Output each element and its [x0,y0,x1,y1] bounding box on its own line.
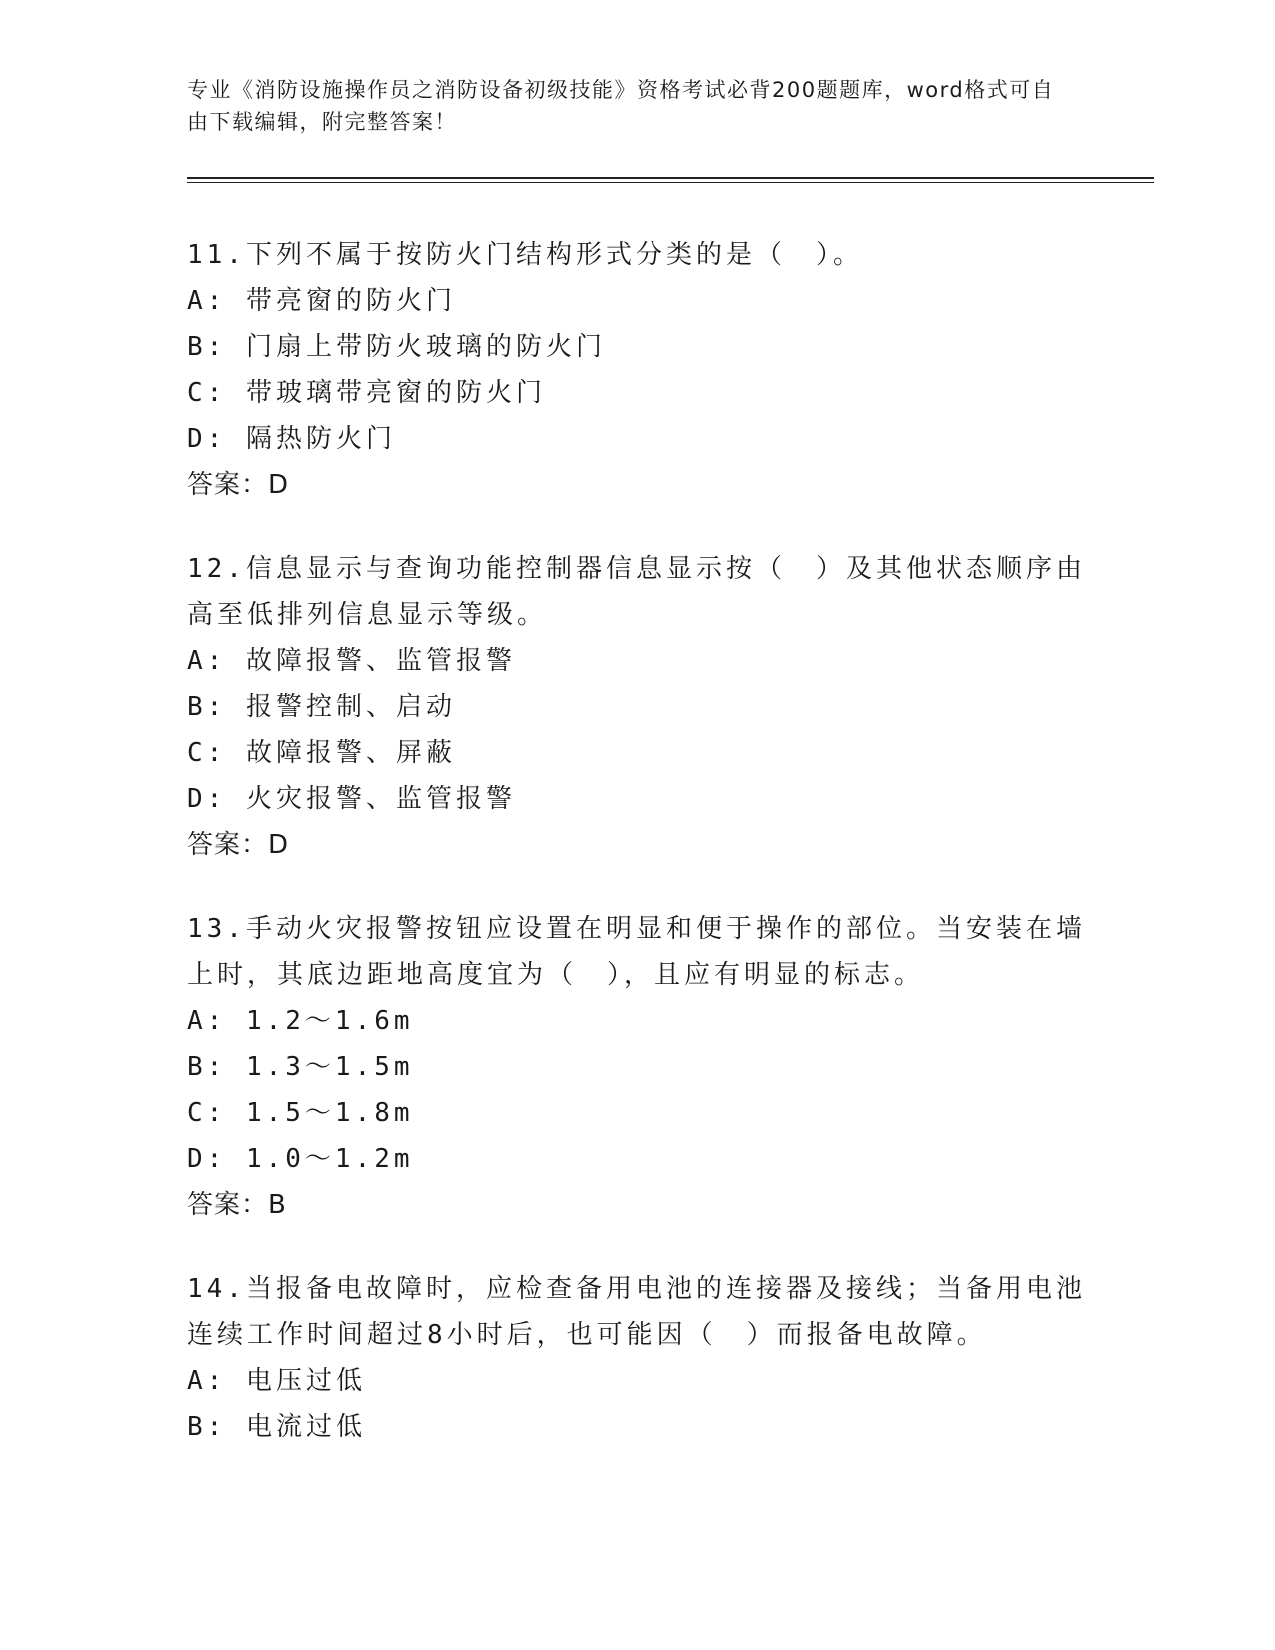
option-d: D: 火灾报警、监管报警 [187,784,516,814]
option-a: A: 1.2～1.6m [187,1006,414,1036]
option-c: C: 1.5～1.8m [187,1098,414,1128]
option-b: B: 门扇上带防火玻璃的防火门 [187,332,606,362]
option-a: A: 故障报警、监管报警 [187,646,516,676]
question-stem: 12.信息显示与查询功能控制器信息显示按（ ）及其他状态顺序由高至低排列信息显示等级。 [187,554,1086,630]
answer-label: 答案：D [187,470,290,500]
option-b: B: 电流过低 [187,1412,366,1442]
question-12 [187,546,1087,868]
option-list [187,638,1087,822]
question-11 [187,232,1087,508]
question-14 [187,1266,1087,1450]
option-d: D: 1.0～1.2m [187,1144,414,1174]
option-c: C: 故障报警、屏蔽 [187,738,456,768]
header-divider-thick [187,177,1154,179]
option-list [187,998,1087,1182]
option-d: D: 隔热防火门 [187,424,396,454]
option-a: A: 带亮窗的防火门 [187,286,456,316]
option-list [187,1358,1087,1450]
question-13 [187,906,1087,1228]
option-list [187,278,1087,462]
option-c: C: 带玻璃带亮窗的防火门 [187,378,546,408]
answer-label: 答案：D [187,830,290,860]
option-b: B: 报警控制、启动 [187,692,456,722]
question-stem: 13.手动火灾报警按钮应设置在明显和便于操作的部位。当安装在墙上时，其底边距地高度宜为（ ），且应有明显的标志。 [187,914,1086,990]
option-b: B: 1.3～1.5m [187,1052,414,1082]
answer-label: 答案：B [187,1190,287,1220]
question-stem: 14.当报备电故障时，应检查备用电池的连接器及接线；当备用电池连续工作时间超过8小时后，也可能因（ ）而报备电故障。 [187,1274,1086,1350]
document-header-title: 专业《消防设施操作员之消防设备初级技能》资格考试必背200题题库，word格式可自由下载编辑，附完整答案！ [187,78,1055,134]
option-a: A: 电压过低 [187,1366,366,1396]
question-list [187,232,1087,1488]
question-stem: 11.下列不属于按防火门结构形式分类的是（ ）。 [187,240,863,270]
header-divider-thin [187,182,1154,183]
